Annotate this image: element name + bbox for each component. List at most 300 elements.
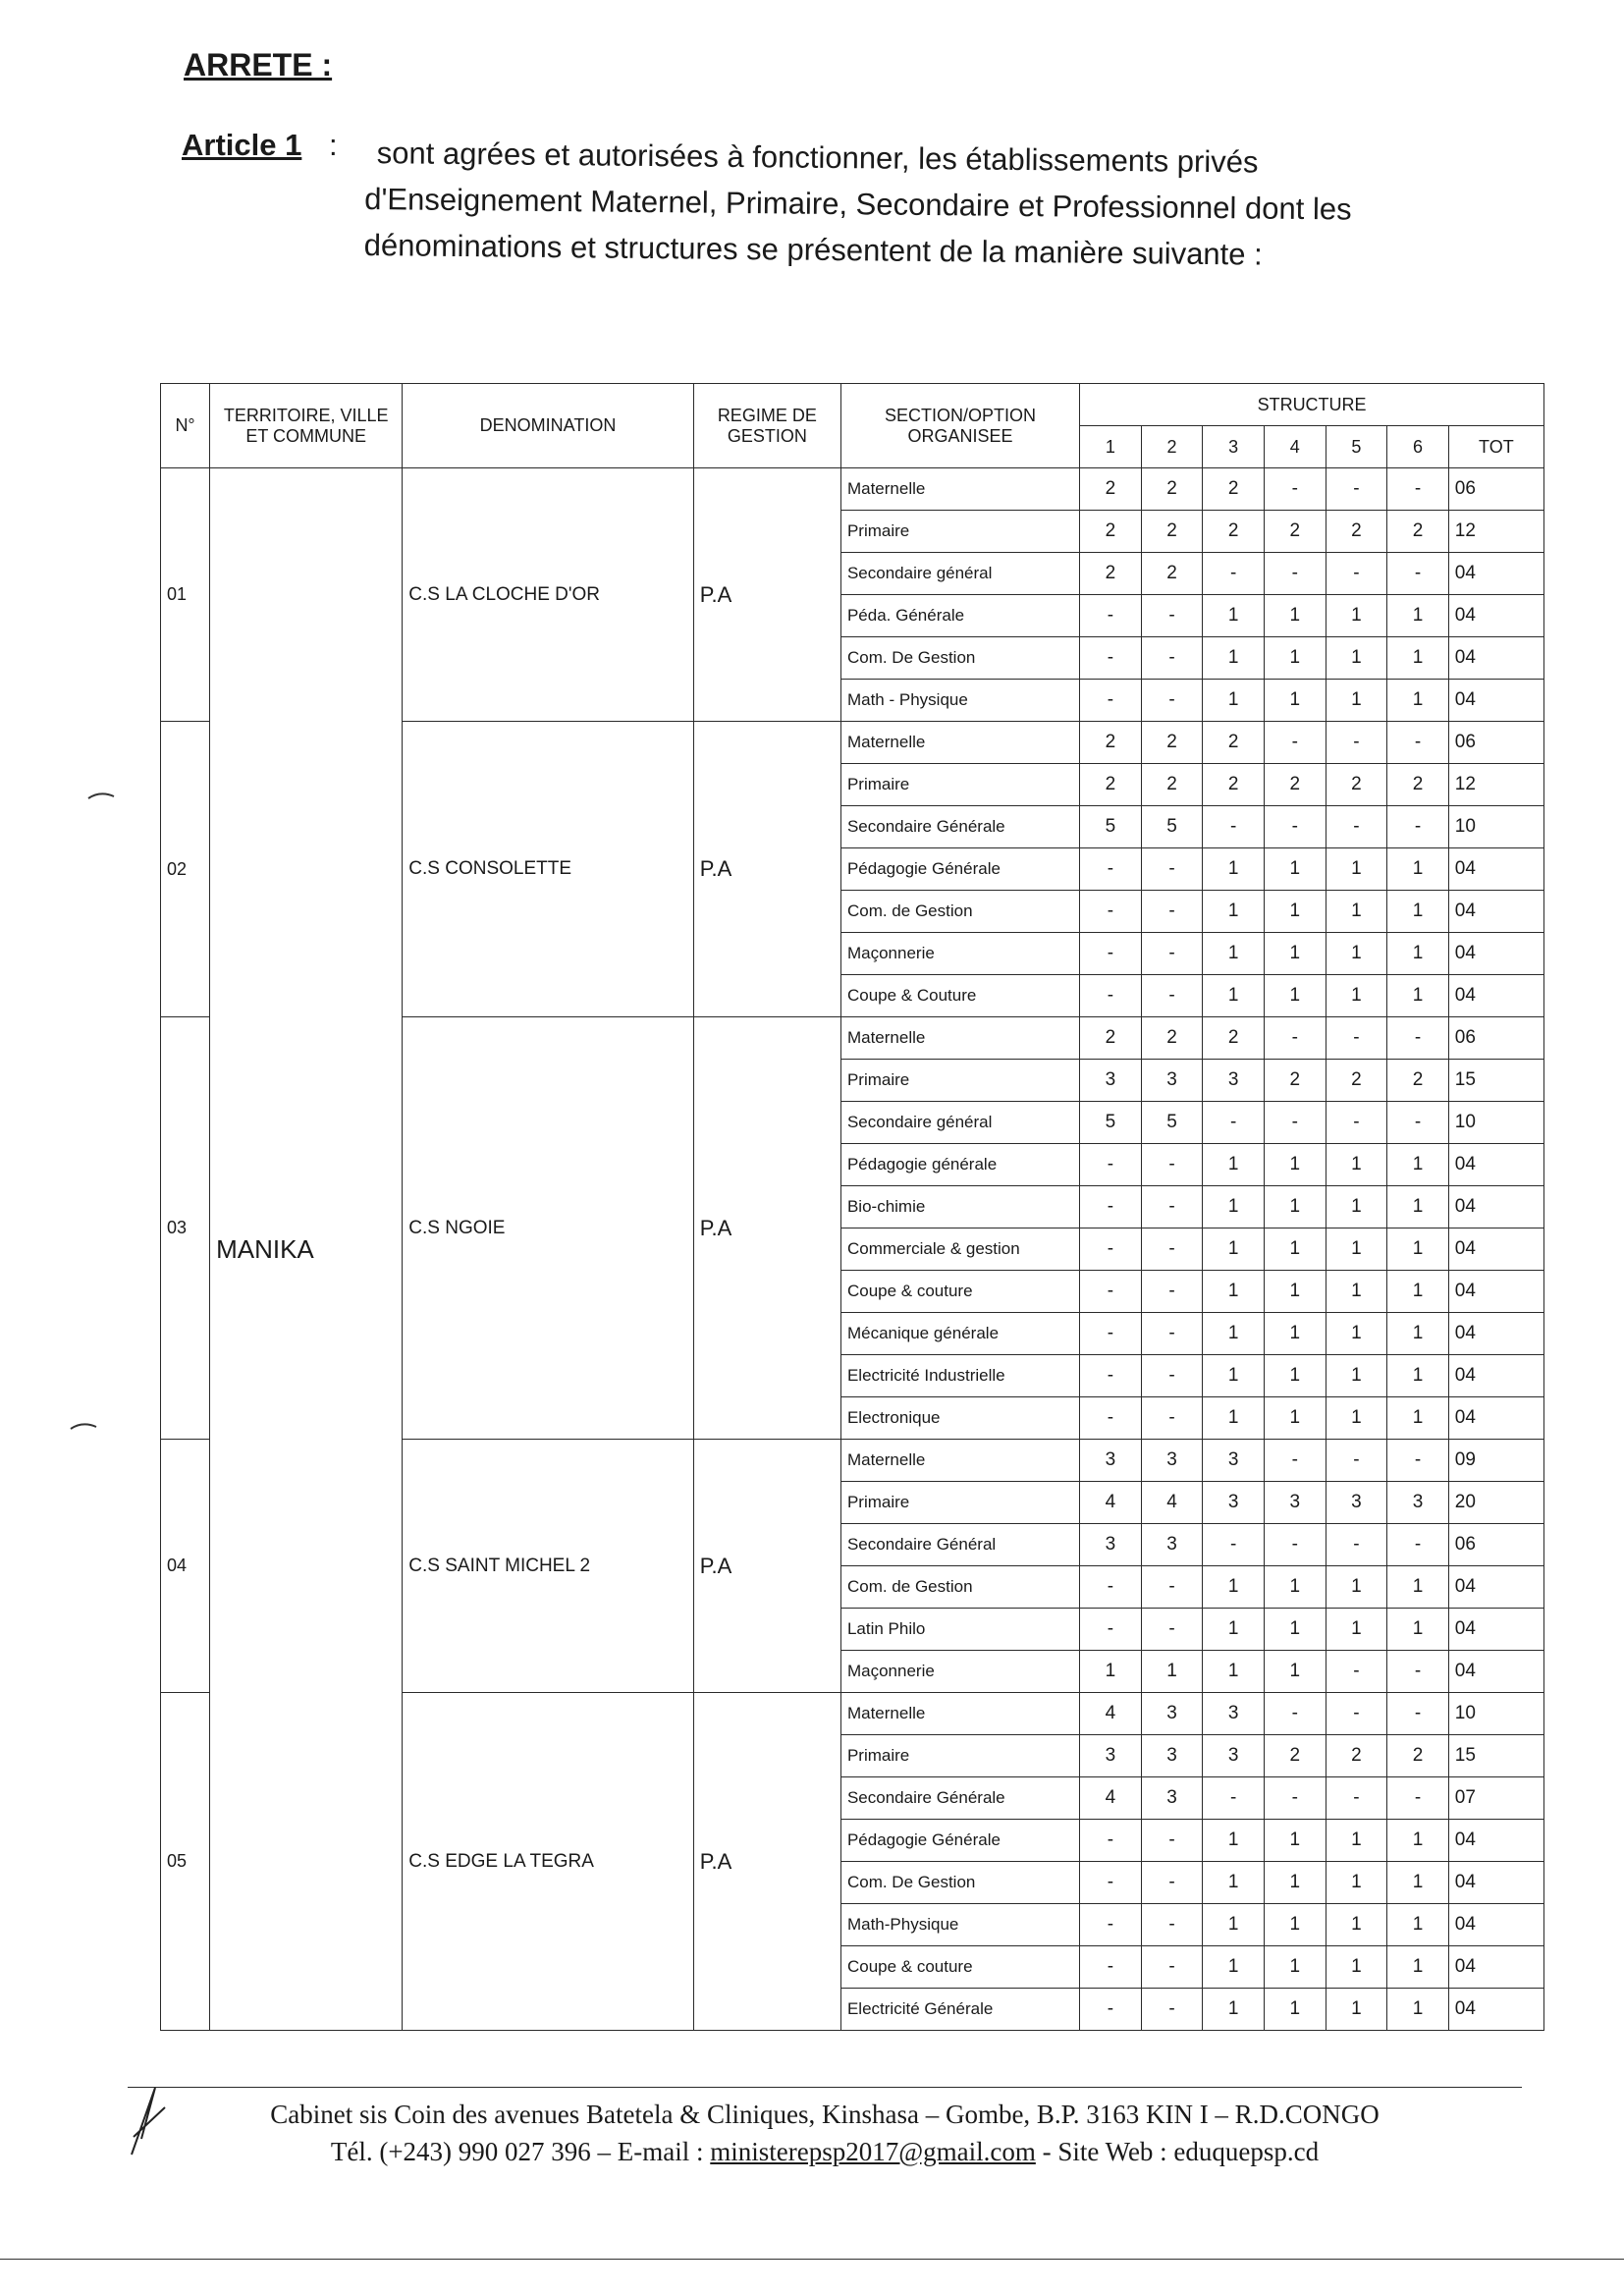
section-option: Primaire [840, 764, 1079, 806]
structure-year-5: 1 [1326, 680, 1387, 722]
header-year-3: 3 [1203, 426, 1265, 468]
structure-year-3: 1 [1203, 595, 1265, 637]
structure-year-3: 2 [1203, 511, 1265, 553]
structure-year-3: 1 [1203, 1989, 1265, 2031]
structure-year-6: 3 [1387, 1482, 1449, 1524]
structure-year-5: 1 [1326, 848, 1387, 891]
structure-year-6: 1 [1387, 1271, 1449, 1313]
structure-year-4: - [1264, 1440, 1326, 1482]
structure-year-3: - [1203, 1102, 1265, 1144]
structure-year-5: 1 [1326, 1566, 1387, 1609]
structure-total: 12 [1448, 764, 1543, 806]
structure-year-5: 1 [1326, 595, 1387, 637]
structure-year-1: 4 [1080, 1777, 1142, 1820]
structure-year-3: - [1203, 553, 1265, 595]
structure-year-1: 3 [1080, 1524, 1142, 1566]
structure-total: 04 [1448, 1609, 1543, 1651]
footer-website: - Site Web : eduquepsp.cd [1035, 2137, 1320, 2166]
structure-year-2: - [1141, 1862, 1203, 1904]
section-option: Primaire [840, 1735, 1079, 1777]
school-name: C.S LA CLOCHE D'OR [403, 468, 693, 722]
structure-year-3: 3 [1203, 1482, 1265, 1524]
structure-year-2: 3 [1141, 1777, 1203, 1820]
school-regime: P.A [693, 1440, 840, 1693]
structure-year-3: 1 [1203, 1271, 1265, 1313]
structure-year-2: 2 [1141, 1017, 1203, 1060]
structure-year-4: 2 [1264, 511, 1326, 553]
structure-year-4: - [1264, 1693, 1326, 1735]
structure-year-5: 2 [1326, 1060, 1387, 1102]
structure-total: 04 [1448, 595, 1543, 637]
structure-year-4: - [1264, 468, 1326, 511]
school-name: C.S NGOIE [403, 1017, 693, 1440]
structure-year-1: 5 [1080, 806, 1142, 848]
section-option: Secondaire Générale [840, 1777, 1079, 1820]
structure-total: 12 [1448, 511, 1543, 553]
structure-year-2: - [1141, 1609, 1203, 1651]
structure-total: 04 [1448, 1186, 1543, 1228]
section-option: Primaire [840, 511, 1079, 553]
structure-year-5: 1 [1326, 1186, 1387, 1228]
structure-year-6: 1 [1387, 1186, 1449, 1228]
structure-year-1: - [1080, 1904, 1142, 1946]
structure-total: 04 [1448, 1651, 1543, 1693]
structure-total: 06 [1448, 722, 1543, 764]
structure-year-6: - [1387, 1693, 1449, 1735]
structure-year-2: 3 [1141, 1524, 1203, 1566]
structure-total: 09 [1448, 1440, 1543, 1482]
structure-year-2: - [1141, 1904, 1203, 1946]
structure-year-6: 2 [1387, 1735, 1449, 1777]
structure-year-2: 3 [1141, 1060, 1203, 1102]
structure-year-6: 1 [1387, 595, 1449, 637]
structure-year-4: 1 [1264, 680, 1326, 722]
section-option: Maternelle [840, 1693, 1079, 1735]
structure-year-6: 1 [1387, 975, 1449, 1017]
structure-year-1: - [1080, 1144, 1142, 1186]
section-option: Coupe & couture [840, 1271, 1079, 1313]
header-year-5: 5 [1326, 426, 1387, 468]
structure-year-4: - [1264, 553, 1326, 595]
footer-address: Cabinet sis Coin des avenues Batetela & Cliniques, Kinshasa – Gombe, B.P. 3163 KIN I – R.D.CONGO [270, 2100, 1380, 2129]
structure-total: 04 [1448, 1313, 1543, 1355]
structure-total: 04 [1448, 1946, 1543, 1989]
structure-year-6: - [1387, 1524, 1449, 1566]
structure-year-6: 1 [1387, 1144, 1449, 1186]
structure-year-2: - [1141, 1228, 1203, 1271]
structure-year-1: - [1080, 1989, 1142, 2031]
structure-year-2: - [1141, 1355, 1203, 1397]
school-number: 01 [161, 468, 210, 722]
section-option: Bio-chimie [840, 1186, 1079, 1228]
header-regime: REGIME DE GESTION [693, 384, 840, 468]
article-text [364, 130, 1494, 280]
structure-year-3: 1 [1203, 975, 1265, 1017]
structure-year-6: - [1387, 722, 1449, 764]
structure-year-6: 1 [1387, 1820, 1449, 1862]
structure-year-6: 1 [1387, 1228, 1449, 1271]
structure-year-2: - [1141, 1313, 1203, 1355]
structure-total: 04 [1448, 1397, 1543, 1440]
structure-year-2: 3 [1141, 1735, 1203, 1777]
footer-phone: Tél. (+243) 990 027 396 – E-mail : [330, 2137, 711, 2166]
structure-year-5: 1 [1326, 1904, 1387, 1946]
school-number: 03 [161, 1017, 210, 1440]
structure-year-1: - [1080, 933, 1142, 975]
structure-year-6: 1 [1387, 891, 1449, 933]
table-row [161, 468, 1544, 511]
structure-year-1: - [1080, 595, 1142, 637]
structure-year-5: - [1326, 553, 1387, 595]
structure-year-5: 2 [1326, 1735, 1387, 1777]
section-option: Coupe & Couture [840, 975, 1079, 1017]
structure-total: 04 [1448, 1989, 1543, 2031]
structure-year-3: 3 [1203, 1693, 1265, 1735]
header-year-4: 4 [1264, 426, 1326, 468]
structure-total: 04 [1448, 553, 1543, 595]
structure-year-4: 1 [1264, 1904, 1326, 1946]
structure-year-4: - [1264, 722, 1326, 764]
structure-year-2: 5 [1141, 1102, 1203, 1144]
structure-year-3: 3 [1203, 1440, 1265, 1482]
structure-year-6: 1 [1387, 933, 1449, 975]
structure-year-5: 2 [1326, 511, 1387, 553]
structure-year-1: - [1080, 1228, 1142, 1271]
structure-year-6: 1 [1387, 1566, 1449, 1609]
section-option: Maçonnerie [840, 933, 1079, 975]
structure-year-5: 1 [1326, 891, 1387, 933]
decree-heading: ARRETE : [184, 47, 333, 82]
structure-total: 07 [1448, 1777, 1543, 1820]
structure-year-3: 1 [1203, 1904, 1265, 1946]
territory-cell: MANIKA [210, 468, 403, 2031]
structure-year-4: - [1264, 1524, 1326, 1566]
structure-year-5: - [1326, 806, 1387, 848]
structure-total: 04 [1448, 637, 1543, 680]
structure-year-4: 1 [1264, 1862, 1326, 1904]
structure-year-3: 1 [1203, 1313, 1265, 1355]
structure-year-4: - [1264, 806, 1326, 848]
structure-year-3: 1 [1203, 933, 1265, 975]
header-structure: STRUCTURE [1080, 384, 1544, 426]
structure-year-2: 4 [1141, 1482, 1203, 1524]
structure-year-3: 1 [1203, 1397, 1265, 1440]
margin-mark [86, 791, 116, 800]
structure-year-2: 1 [1141, 1651, 1203, 1693]
structure-year-2: 2 [1141, 468, 1203, 511]
structure-year-3: 1 [1203, 680, 1265, 722]
section-option: Com. de Gestion [840, 891, 1079, 933]
structure-year-3: 3 [1203, 1060, 1265, 1102]
structure-year-5: 1 [1326, 1355, 1387, 1397]
structure-year-2: - [1141, 1946, 1203, 1989]
structure-year-3: 1 [1203, 637, 1265, 680]
school-regime: P.A [693, 1693, 840, 2031]
footer-email-link[interactable]: ministerepsp2017@gmail.com [710, 2137, 1036, 2166]
structure-year-6: 1 [1387, 1355, 1449, 1397]
structure-year-5: 1 [1326, 1989, 1387, 2031]
structure-year-2: 2 [1141, 764, 1203, 806]
structure-year-1: 5 [1080, 1102, 1142, 1144]
structure-year-6: 2 [1387, 764, 1449, 806]
structure-year-2: - [1141, 975, 1203, 1017]
structure-year-6: - [1387, 468, 1449, 511]
structure-year-4: 2 [1264, 764, 1326, 806]
structure-year-3: - [1203, 1524, 1265, 1566]
structure-year-1: 2 [1080, 722, 1142, 764]
structure-year-3: 1 [1203, 1609, 1265, 1651]
structure-year-3: 2 [1203, 764, 1265, 806]
structure-total: 04 [1448, 1228, 1543, 1271]
structure-year-1: 4 [1080, 1693, 1142, 1735]
section-option: Primaire [840, 1060, 1079, 1102]
structure-year-6: 2 [1387, 1060, 1449, 1102]
table-body [161, 468, 1544, 2031]
structure-year-6: 2 [1387, 511, 1449, 553]
structure-total: 10 [1448, 806, 1543, 848]
structure-year-1: - [1080, 1313, 1142, 1355]
structure-year-6: - [1387, 806, 1449, 848]
structure-year-1: - [1080, 1946, 1142, 1989]
structure-year-5: 1 [1326, 1397, 1387, 1440]
section-option: Pédagogie Générale [840, 1820, 1079, 1862]
structure-year-4: 1 [1264, 595, 1326, 637]
section-option: Electricité Industrielle [840, 1355, 1079, 1397]
structure-year-2: 3 [1141, 1440, 1203, 1482]
structure-total: 04 [1448, 848, 1543, 891]
structure-year-1: 4 [1080, 1482, 1142, 1524]
section-option: Electricité Générale [840, 1989, 1079, 2031]
structure-total: 10 [1448, 1693, 1543, 1735]
header-section: SECTION/OPTION ORGANISEE [840, 384, 1079, 468]
structure-year-2: - [1141, 891, 1203, 933]
structure-year-6: 1 [1387, 1313, 1449, 1355]
structure-year-4: 2 [1264, 1060, 1326, 1102]
structure-total: 04 [1448, 1355, 1543, 1397]
structure-year-5: - [1326, 468, 1387, 511]
section-option: Secondaire général [840, 1102, 1079, 1144]
section-option: Pédagogie générale [840, 1144, 1079, 1186]
structure-year-5: - [1326, 1440, 1387, 1482]
structure-year-1: 3 [1080, 1060, 1142, 1102]
structure-year-4: - [1264, 1777, 1326, 1820]
structure-total: 15 [1448, 1060, 1543, 1102]
structure-total: 20 [1448, 1482, 1543, 1524]
structure-year-4: 3 [1264, 1482, 1326, 1524]
structure-year-2: - [1141, 595, 1203, 637]
structure-year-5: - [1326, 1693, 1387, 1735]
structure-total: 04 [1448, 1904, 1543, 1946]
structure-year-2: - [1141, 1397, 1203, 1440]
section-option: Latin Philo [840, 1609, 1079, 1651]
structure-year-2: - [1141, 1989, 1203, 2031]
section-option: Maternelle [840, 1440, 1079, 1482]
structure-year-6: 1 [1387, 680, 1449, 722]
structure-year-3: 1 [1203, 1186, 1265, 1228]
structure-year-5: 1 [1326, 1946, 1387, 1989]
structure-year-2: - [1141, 1271, 1203, 1313]
section-option: Maçonnerie [840, 1651, 1079, 1693]
structure-year-2: 3 [1141, 1693, 1203, 1735]
structure-year-2: - [1141, 1186, 1203, 1228]
structure-year-5: 3 [1326, 1482, 1387, 1524]
structure-year-3: 2 [1203, 722, 1265, 764]
school-name: C.S SAINT MICHEL 2 [403, 1440, 693, 1693]
structure-year-3: 2 [1203, 1017, 1265, 1060]
section-option: Electronique [840, 1397, 1079, 1440]
header-tot: TOT [1448, 426, 1543, 468]
school-regime: P.A [693, 1017, 840, 1440]
structure-year-3: 3 [1203, 1735, 1265, 1777]
structure-total: 10 [1448, 1102, 1543, 1144]
structure-year-5: 1 [1326, 933, 1387, 975]
header-year-2: 2 [1141, 426, 1203, 468]
structure-year-6: 1 [1387, 848, 1449, 891]
structure-year-3: 2 [1203, 468, 1265, 511]
structure-year-4: 1 [1264, 637, 1326, 680]
structure-year-2: 2 [1141, 722, 1203, 764]
structure-year-1: 2 [1080, 468, 1142, 511]
structure-total: 06 [1448, 1524, 1543, 1566]
structure-year-1: 3 [1080, 1440, 1142, 1482]
structure-year-6: - [1387, 1102, 1449, 1144]
structure-year-5: 1 [1326, 1144, 1387, 1186]
structure-year-5: - [1326, 722, 1387, 764]
structure-total: 04 [1448, 1144, 1543, 1186]
structure-year-1: 1 [1080, 1651, 1142, 1693]
structure-year-1: - [1080, 680, 1142, 722]
section-option: Commerciale & gestion [840, 1228, 1079, 1271]
footer [128, 2087, 1522, 2170]
structure-year-4: 1 [1264, 1313, 1326, 1355]
structure-total: 04 [1448, 1566, 1543, 1609]
structure-total: 06 [1448, 468, 1543, 511]
structure-year-6: - [1387, 1777, 1449, 1820]
section-option: Maternelle [840, 722, 1079, 764]
structure-year-1: 2 [1080, 511, 1142, 553]
structure-year-6: 1 [1387, 1862, 1449, 1904]
structure-year-2: - [1141, 848, 1203, 891]
structure-total: 04 [1448, 933, 1543, 975]
structure-year-2: - [1141, 637, 1203, 680]
structure-year-5: - [1326, 1651, 1387, 1693]
structure-year-1: 2 [1080, 553, 1142, 595]
school-number: 04 [161, 1440, 210, 1693]
section-option: Péda. Générale [840, 595, 1079, 637]
structure-year-5: 1 [1326, 1271, 1387, 1313]
school-number: 02 [161, 722, 210, 1017]
structure-year-1: - [1080, 891, 1142, 933]
structure-year-2: 2 [1141, 553, 1203, 595]
structure-year-6: - [1387, 1440, 1449, 1482]
structure-year-5: 1 [1326, 637, 1387, 680]
structure-year-4: 1 [1264, 1397, 1326, 1440]
structure-year-4: 1 [1264, 1651, 1326, 1693]
section-option: Secondaire Générale [840, 806, 1079, 848]
section-option: Secondaire Général [840, 1524, 1079, 1566]
structure-year-2: - [1141, 933, 1203, 975]
article-line-2: d'Enseignement Maternel, Primaire, Secondaire et Professionnel dont les [364, 181, 1352, 227]
structure-year-3: 1 [1203, 1566, 1265, 1609]
structure-year-3: - [1203, 806, 1265, 848]
section-option: Math-Physique [840, 1904, 1079, 1946]
structure-year-1: - [1080, 1820, 1142, 1862]
article-line-1: sont agrées et autorisées à fonctionner, les établissements privés [376, 136, 1259, 180]
section-option: Mécanique générale [840, 1313, 1079, 1355]
structure-year-1: 2 [1080, 764, 1142, 806]
structure-year-3: 1 [1203, 848, 1265, 891]
structure-year-6: 1 [1387, 1989, 1449, 2031]
section-option: Coupe & couture [840, 1946, 1079, 1989]
structure-year-5: 1 [1326, 975, 1387, 1017]
structure-year-4: 1 [1264, 1355, 1326, 1397]
structure-year-6: - [1387, 1017, 1449, 1060]
section-option: Math - Physique [840, 680, 1079, 722]
structure-year-4: - [1264, 1102, 1326, 1144]
structure-year-6: 1 [1387, 1946, 1449, 1989]
structure-year-1: - [1080, 1862, 1142, 1904]
structure-year-5: 1 [1326, 1228, 1387, 1271]
structure-year-3: 1 [1203, 1144, 1265, 1186]
school-name: C.S CONSOLETTE [403, 722, 693, 1017]
structure-year-2: - [1141, 680, 1203, 722]
structure-year-5: 1 [1326, 1609, 1387, 1651]
structure-year-6: 1 [1387, 1397, 1449, 1440]
structure-year-5: 1 [1326, 1862, 1387, 1904]
article-line-3: dénominations et structures se présentent de la manière suivante : [363, 227, 1263, 272]
structure-year-2: 2 [1141, 511, 1203, 553]
structure-year-4: 2 [1264, 1735, 1326, 1777]
structure-year-5: - [1326, 1017, 1387, 1060]
school-number: 05 [161, 1693, 210, 2031]
structure-year-4: 1 [1264, 1228, 1326, 1271]
school-name: C.S EDGE LA TEGRA [403, 1693, 693, 2031]
structure-year-4: 1 [1264, 1566, 1326, 1609]
structure-year-3: 1 [1203, 1946, 1265, 1989]
section-option: Com. De Gestion [840, 637, 1079, 680]
structure-year-5: 1 [1326, 1313, 1387, 1355]
structure-year-1: - [1080, 975, 1142, 1017]
structure-total: 04 [1448, 680, 1543, 722]
structure-year-4: - [1264, 1017, 1326, 1060]
margin-mark [69, 1421, 98, 1431]
structure-year-3: 1 [1203, 1651, 1265, 1693]
structure-year-1: - [1080, 1609, 1142, 1651]
section-option: Pédagogie Générale [840, 848, 1079, 891]
structure-year-4: 1 [1264, 1186, 1326, 1228]
structure-year-5: - [1326, 1102, 1387, 1144]
structure-total: 04 [1448, 891, 1543, 933]
structure-year-5: 1 [1326, 1820, 1387, 1862]
structure-year-3: 1 [1203, 1820, 1265, 1862]
section-option: Secondaire général [840, 553, 1079, 595]
structure-year-6: 1 [1387, 1904, 1449, 1946]
structure-total: 06 [1448, 1017, 1543, 1060]
schools-table [160, 383, 1544, 2031]
structure-year-3: 1 [1203, 1228, 1265, 1271]
structure-year-3: 1 [1203, 891, 1265, 933]
structure-year-1: - [1080, 637, 1142, 680]
structure-total: 04 [1448, 1862, 1543, 1904]
structure-year-3: - [1203, 1777, 1265, 1820]
section-option: Maternelle [840, 468, 1079, 511]
bottom-rule [0, 2259, 1624, 2260]
structure-year-4: 1 [1264, 1271, 1326, 1313]
structure-total: 04 [1448, 975, 1543, 1017]
structure-year-1: - [1080, 1397, 1142, 1440]
structure-year-4: 1 [1264, 848, 1326, 891]
structure-year-4: 1 [1264, 1144, 1326, 1186]
